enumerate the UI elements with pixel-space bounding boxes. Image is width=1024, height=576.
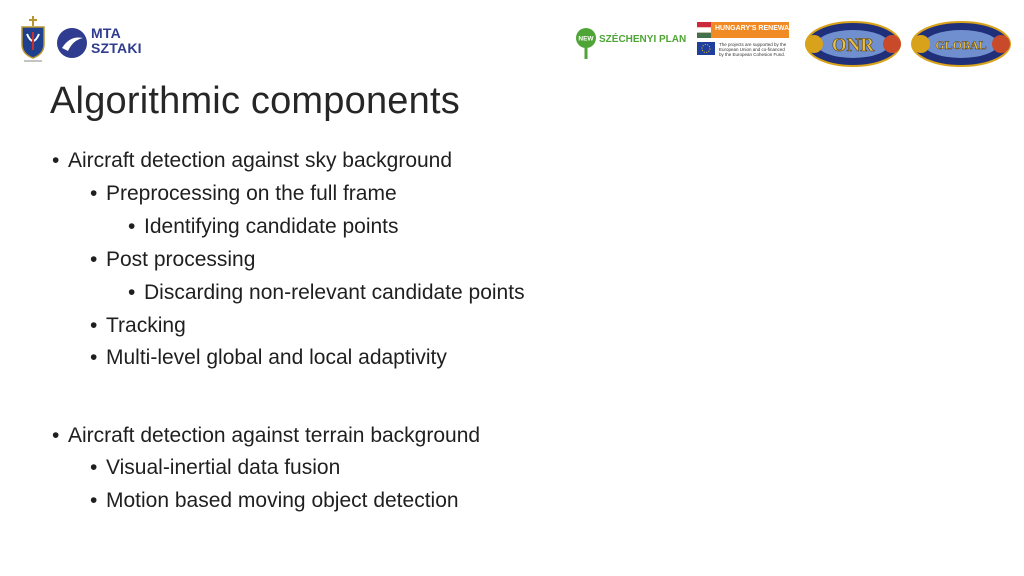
hungarys-renewal-banner <box>697 22 794 38</box>
bullet-item <box>90 456 340 480</box>
bullet-text: Tracking <box>106 314 186 337</box>
bullet-text: Multi-level global and local adaptivity <box>106 346 447 369</box>
bullet-marker: • <box>90 346 98 369</box>
bullet-text: Identifying candidate points <box>144 215 399 238</box>
hungarys-renewal-logo <box>697 22 794 62</box>
bullet-item <box>90 314 186 338</box>
mta-sztaki-logo <box>56 26 146 60</box>
bullet-marker: • <box>90 314 98 337</box>
szechenyi-plan-logo <box>575 26 685 60</box>
university-crest-logo <box>18 14 48 64</box>
mta-logo-line2: SZTAKI <box>91 40 142 56</box>
eu-funding-text: The projects are supported by the European Union and co-financed by the European Cohesion Fund. <box>719 42 787 57</box>
bullet-marker: • <box>52 149 60 172</box>
bullet-marker: • <box>90 489 98 512</box>
bullet-item <box>90 489 459 513</box>
bullet-item <box>90 346 447 370</box>
onr-science-technology-logo <box>803 20 903 68</box>
bullet-text: Discarding non-relevant candidate points <box>144 281 525 304</box>
global-logo-text: GLOBAL <box>935 38 987 52</box>
bullet-item <box>128 281 525 305</box>
bullet-text: Preprocessing on the full frame <box>106 182 397 205</box>
bullet-text: Visual-inertial data fusion <box>106 456 341 479</box>
bullet-item <box>52 149 452 173</box>
bullet-marker: • <box>128 215 136 238</box>
bullet-text: Aircraft detection against terrain background <box>68 424 481 447</box>
bullet-marker: • <box>90 182 98 205</box>
onr-logo-text: ONR <box>831 35 875 56</box>
szechenyi-plan-text: SZÉCHENYI PLAN <box>599 34 687 45</box>
bullet-item <box>52 424 480 448</box>
onr-global-logo <box>909 20 1013 68</box>
slide-title: Algorithmic components <box>50 80 460 122</box>
szechenyi-badge-text: NEW <box>578 35 594 43</box>
bullet-item <box>90 248 255 272</box>
bullet-marker: • <box>90 248 98 271</box>
bullet-item <box>90 182 397 206</box>
bullet-marker: • <box>128 281 136 304</box>
hungarys-renewal-text: HUNGARY'S RENEWAL <box>715 25 794 32</box>
bullet-marker: • <box>90 456 98 479</box>
hungarian-flag-icon <box>697 22 711 38</box>
bullet-item <box>128 215 399 239</box>
bullet-text: Motion based moving object detection <box>106 489 459 512</box>
mta-logo-line1: MTA <box>91 25 121 41</box>
bullet-marker: • <box>52 424 60 447</box>
bullet-text: Post processing <box>106 248 256 271</box>
eu-flag-icon <box>697 42 715 55</box>
bullet-text: Aircraft detection against sky background <box>68 149 453 172</box>
